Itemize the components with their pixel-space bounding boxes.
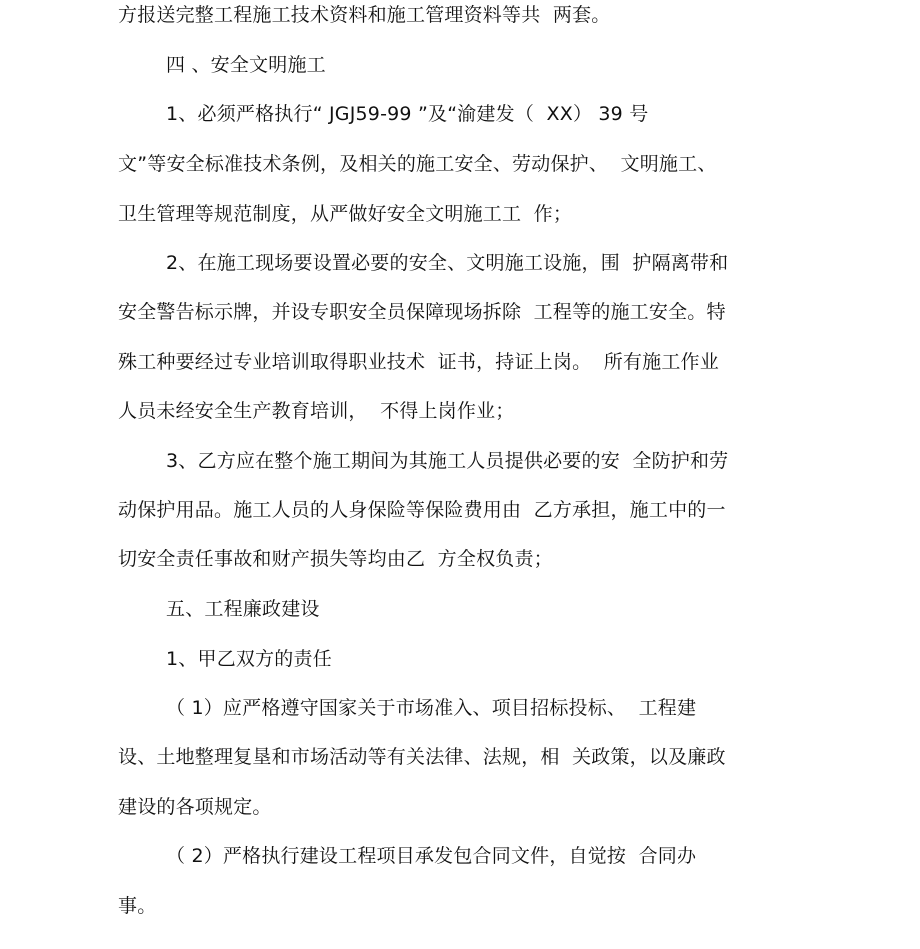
text-line-8: 殊工种要经过专业培训取得职业技术 证书，持证上岗。 所有施工作业: [118, 351, 719, 373]
section-heading-integrity: 五、工程廉政建设: [166, 598, 320, 620]
text-line-11: 动保护用品。施工人员的人身保险等保险费用由 乙方承担，施工中的一: [118, 499, 726, 521]
text-line-19: 事。: [118, 895, 157, 917]
text-line-6: 2、在施工现场要设置必要的安全、文明施工设施，围 护隔离带和: [166, 252, 729, 274]
text-line-1: 方报送完整工程施工技术资料和施工管理资料等共 两套。: [118, 4, 611, 26]
text-line-3: 1、必须严格执行“ JGJ59-99 ”及“渝建发（ XX） 39 号: [166, 103, 649, 125]
text-line-9: 人员未经安全生产教育培训， 不得上岗作业；: [118, 400, 515, 422]
text-line-16: 设、土地整理复垦和市场活动等有关法律、法规，相 关政策，以及廉政: [118, 746, 726, 768]
text-line-5: 卫生管理等规范制度，从严做好安全文明施工工 作；: [118, 203, 573, 225]
text-line-15: （ 1）应严格遵守国家关于市场准入、项目招标投标、 工程建: [166, 697, 697, 719]
text-line-17: 建设的各项规定。: [118, 796, 272, 818]
text-line-14: 1、甲乙双方的责任: [166, 648, 332, 670]
text-line-4: 文”等安全标准技术条例，及相关的施工安全、劳动保护、 文明施工、: [118, 153, 717, 175]
section-heading-safety: 四 、安全文明施工: [166, 54, 326, 76]
text-line-7: 安全警告标示牌，并设专职安全员保障现场拆除 工程等的施工安全。特: [118, 301, 726, 323]
text-line-18: （ 2）严格执行建设工程项目承发包合同文件，自觉按 合同办: [166, 845, 697, 867]
text-line-12: 切安全责任事故和财产损失等均由乙 方全权负责；: [118, 548, 553, 570]
text-line-10: 3、乙方应在整个施工期间为其施工人员提供必要的安 全防护和劳: [166, 450, 729, 472]
